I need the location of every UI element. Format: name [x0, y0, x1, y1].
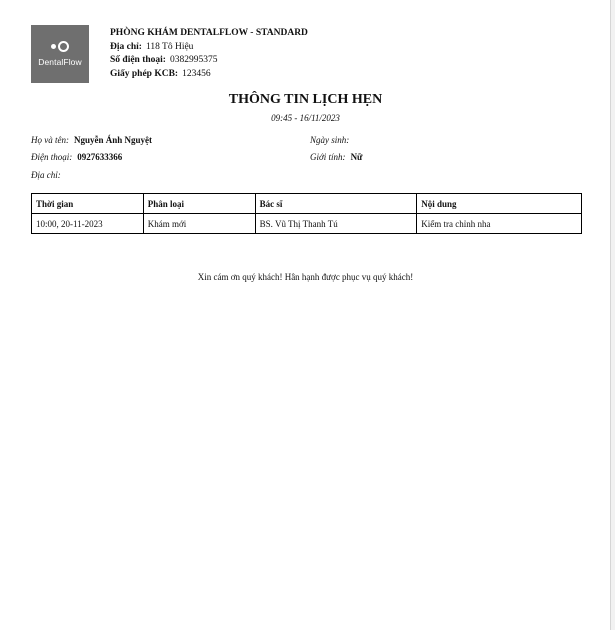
patient-gender-label: Giới tính: — [310, 152, 346, 162]
clinic-address-row — [110, 41, 308, 55]
clinic-license-row — [110, 68, 308, 82]
cell-doctor: BS. Vũ Thị Thanh Tú — [255, 214, 417, 234]
thank-you-note: Xin cám ơn quý khách! Hân hạnh được phục vụ quý khách! — [197, 272, 414, 282]
cell-content: Kiểm tra chỉnh nha — [417, 214, 582, 234]
dentalflow-logo-icon — [50, 41, 70, 53]
clinic-phone: 0382995375 — [169, 55, 218, 65]
patient-phone: 0927633366 — [77, 152, 123, 162]
document-datetime: 09:45 - 16/11/2023 — [271, 113, 340, 123]
appointment-table — [31, 193, 582, 234]
patient-name-label: Họ và tên: — [31, 135, 69, 145]
header-doctor: Bác sĩ — [255, 194, 417, 214]
patient-phone-label: Điện thoại: — [31, 152, 73, 162]
patient-gender-row — [310, 152, 362, 162]
clinic-license: 123456 — [182, 68, 211, 79]
clinic-name: PHÒNG KHÁM DENTALFLOW - STANDARD — [110, 28, 308, 38]
clinic-license-label: Giấy phép KCB: — [110, 68, 179, 79]
clinic-phone-label: Số điện thoại: — [110, 55, 166, 65]
patient-phone-row — [31, 152, 122, 162]
patient-dob-label: Ngày sinh: — [310, 135, 350, 145]
patient-name-row — [31, 135, 152, 145]
patient-address-row — [31, 170, 66, 180]
clinic-address: 118 Tô Hiệu — [145, 41, 194, 52]
table-header-row — [32, 194, 582, 214]
patient-name: Nguyễn Ánh Nguyệt — [74, 135, 153, 145]
cell-category: Khám mới — [143, 214, 255, 234]
header-category: Phân loại — [143, 194, 255, 214]
cell-time: 10:00, 20-11-2023 — [32, 214, 144, 234]
header-time: Thời gian — [32, 194, 144, 214]
patient-address-label: Địa chỉ: — [31, 170, 61, 180]
clinic-info — [110, 27, 308, 81]
table-row — [32, 214, 582, 234]
clinic-phone-row — [110, 54, 308, 68]
patient-gender: Nữ — [350, 152, 363, 162]
clinic-logo — [31, 25, 89, 83]
document-title: THÔNG TIN LỊCH HẸN — [228, 92, 383, 107]
scrollbar[interactable] — [611, 0, 615, 630]
clinic-address-label: Địa chỉ: — [110, 41, 142, 52]
header-content: Nội dung — [417, 194, 582, 214]
logo-text: DentalFlow — [38, 57, 82, 67]
patient-dob-row — [310, 135, 354, 145]
